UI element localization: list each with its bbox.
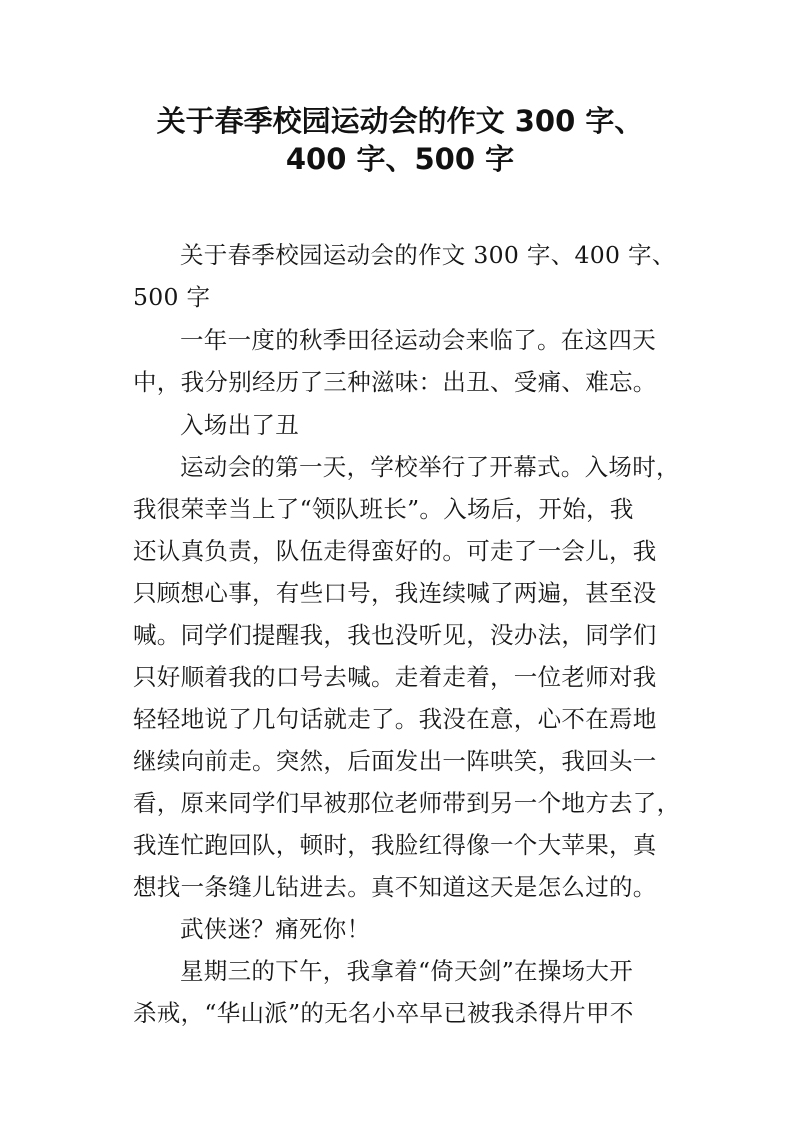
body-line: 500 字 [133, 283, 211, 311]
section-heading: 武侠迷？痛死你！ [180, 915, 371, 943]
section-heading: 入场出了丑 [180, 411, 299, 439]
body-line: 继续向前走。突然，后面发出一阵哄笑，我回头一 [133, 747, 657, 775]
document-title-line-1: 关于春季校园运动会的作文 300 字、 [156, 104, 644, 138]
body-line: 只好顺着我的口号去喊。走着走着，一位老师对我 [133, 663, 657, 691]
body-line: 一年一度的秋季田径运动会来临了。在这四天 [180, 326, 656, 354]
document-title-line-2: 400 字、500 字 [285, 142, 515, 176]
body-line: 关于春季校园运动会的作文 300 字、400 字、 [180, 241, 676, 269]
body-line: 杀戒，“华山派”的无名小卒早已被我杀得片甲不 [133, 999, 634, 1027]
body-line: 喊。同学们提醒我，我也没听见，没办法，同学们 [133, 621, 657, 649]
body-line: 中，我分别经历了三种滋味：出丑、受痛、难忘。 [133, 368, 657, 396]
body-line: 还认真负责，队伍走得蛮好的。可走了一会儿，我 [133, 537, 657, 565]
body-line: 运动会的第一天，学校举行了开幕式。入场时， [180, 453, 680, 481]
body-line: 只顾想心事，有些口号，我连续喊了两遍，甚至没 [133, 579, 657, 607]
body-line: 我很荣幸当上了“领队班长”。入场后，开始，我 [133, 495, 634, 523]
body-line: 我连忙跑回队，顿时，我脸红得像一个大苹果，真 [133, 831, 657, 859]
body-line: 轻轻地说了几句话就走了。我没在意，心不在焉地 [133, 705, 657, 733]
body-line: 想找一条缝儿钻进去。真不知道这天是怎么过的。 [133, 873, 657, 901]
body-line: 看，原来同学们早被那位老师带到另一个地方去了， [133, 789, 681, 817]
body-line: 星期三的下午，我拿着“倚天剑”在操场大开 [180, 957, 634, 985]
